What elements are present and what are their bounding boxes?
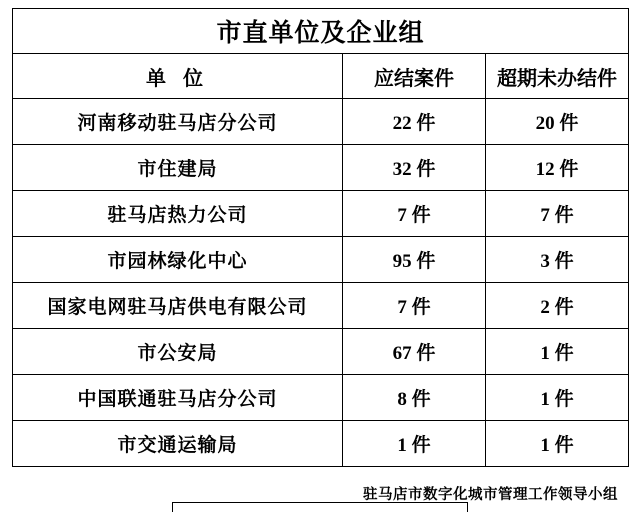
cell-due: 95 件	[343, 237, 486, 283]
cell-unit: 市住建局	[13, 145, 343, 191]
table-title-row	[13, 9, 629, 54]
table-row	[13, 237, 629, 283]
cell-unit: 驻马店热力公司	[13, 191, 343, 237]
table-row	[13, 145, 629, 191]
table-row	[13, 375, 629, 421]
page-title: 市直单位及企业组	[13, 9, 629, 54]
cell-overdue: 20 件	[486, 99, 629, 145]
document-footer: 驻马店市数字化城市管理工作领导小组	[363, 487, 618, 503]
cell-overdue: 1 件	[486, 329, 629, 375]
cell-unit: 市园林绿化中心	[13, 237, 343, 283]
cell-unit: 河南移动驻马店分公司	[13, 99, 343, 145]
bottom-table-stub	[172, 502, 468, 512]
cell-overdue: 7 件	[486, 191, 629, 237]
cell-unit: 市公安局	[13, 329, 343, 375]
table-row	[13, 421, 629, 467]
table-row	[13, 283, 629, 329]
cell-overdue: 1 件	[486, 421, 629, 467]
cell-unit: 国家电网驻马店供电有限公司	[13, 283, 343, 329]
cell-due: 7 件	[343, 283, 486, 329]
table-row	[13, 99, 629, 145]
cell-due: 8 件	[343, 375, 486, 421]
table-row	[13, 191, 629, 237]
cell-overdue: 2 件	[486, 283, 629, 329]
column-header-unit: 单 位	[13, 54, 343, 99]
cell-due: 7 件	[343, 191, 486, 237]
cell-unit: 中国联通驻马店分公司	[13, 375, 343, 421]
column-header-overdue: 超期未办结件	[486, 54, 629, 99]
table-row	[13, 329, 629, 375]
report-table	[12, 8, 629, 467]
cell-due: 22 件	[343, 99, 486, 145]
table-header-row	[13, 54, 629, 99]
cell-overdue: 1 件	[486, 375, 629, 421]
cell-overdue: 12 件	[486, 145, 629, 191]
cell-due: 1 件	[343, 421, 486, 467]
column-header-due: 应结案件	[343, 54, 486, 99]
cell-due: 67 件	[343, 329, 486, 375]
cell-due: 32 件	[343, 145, 486, 191]
cell-overdue: 3 件	[486, 237, 629, 283]
cell-unit: 市交通运输局	[13, 421, 343, 467]
